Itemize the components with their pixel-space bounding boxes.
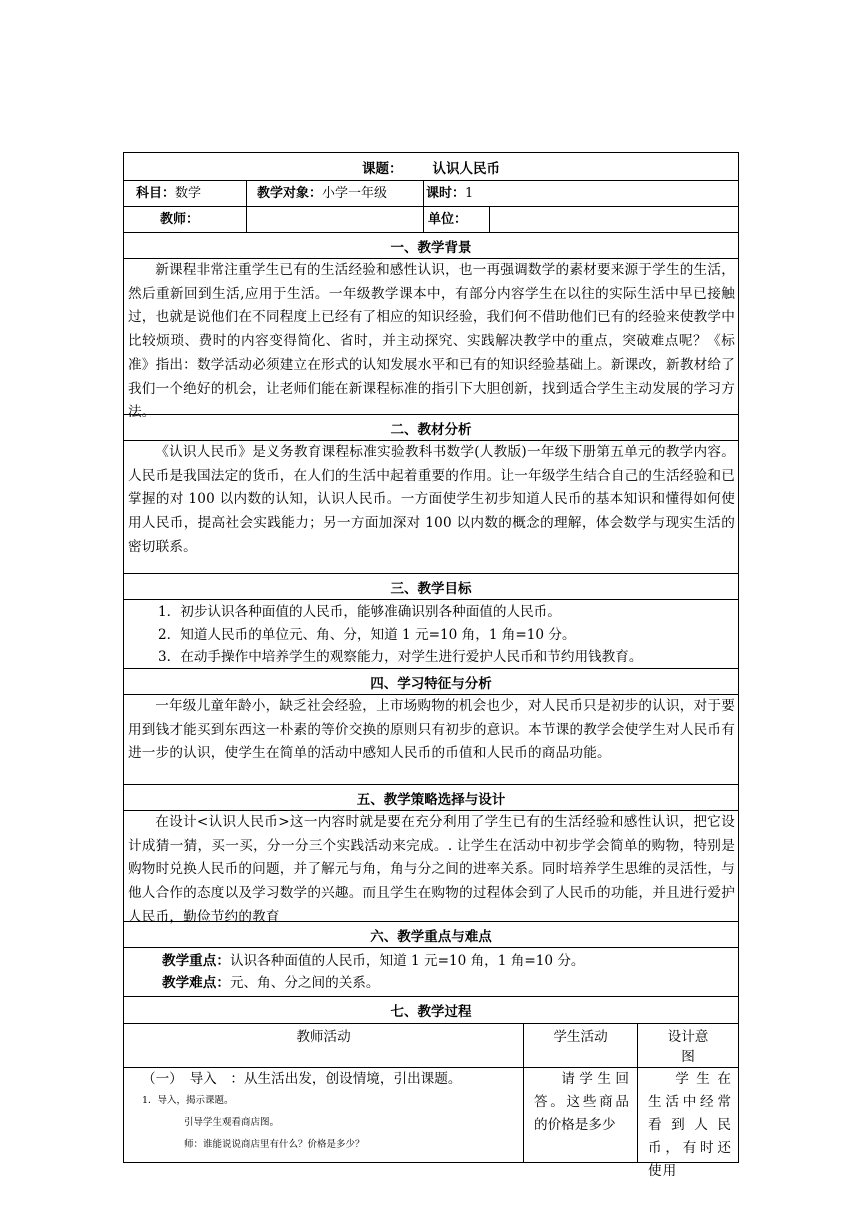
topic-value: 认识人民币: [432, 160, 500, 177]
section-keypoints-body: [124, 948, 738, 997]
col-student-activity: 学生活动: [524, 1024, 638, 1067]
section-goals-body: [124, 600, 738, 669]
subject-cell: [124, 181, 247, 206]
step-title: （一） 导入 ：从生活出发，创设情境，引出课题。: [142, 1071, 462, 1087]
goal-item: 3．在动手操作中培养学生的观察能力，对学生进行爱护人民币和节约用钱教育。: [158, 649, 643, 665]
section-goals-title: 三、教学目标: [124, 574, 738, 600]
unit-label: 单位：: [424, 207, 490, 232]
goal-item: 2．知道人民币的单位元、角、分，知道 1 元=10 角，1 角=10 分。: [158, 626, 576, 643]
teacher-row: [124, 207, 738, 233]
topic-label: 课题：: [362, 160, 403, 177]
process-step-row: [124, 1068, 738, 1179]
lesson-plan-table: [123, 152, 739, 1179]
teacher-value[interactable]: [247, 207, 424, 232]
topic-row: [124, 153, 738, 181]
teacher-line: 师：谁能说说商店里有什么？价格是多少？: [184, 1139, 365, 1150]
subject-value: 数学: [175, 185, 202, 201]
audience-label: 教学对象：: [257, 185, 323, 201]
section-material-body: [124, 441, 738, 574]
unit-value[interactable]: [490, 207, 738, 232]
hours-label: 课时：: [426, 185, 466, 201]
audience-cell: [247, 181, 424, 206]
strategy-text: 在设计<认识人民币>这一内容时就是要在充分利用了学生已有的生活经验和感性认识，把它设计成猜一猜，买一买，分一分三个实践活动来完成。. 让学生在活动中初步学会简单的购物，特别是购物时兑换人民币的问题，并了解元与角，角与分之间的进率关系。同时培养学生思维的灵活性，与他人合作的态度以及学习数学的兴趣。而且学生在购物的过程体会到了人民币的功能，并且进行爱护人民币，勤俭节约的教育: [128, 814, 735, 925]
teacher-line: 1．导入，揭示课题。: [142, 1095, 234, 1106]
audience-value: 小学一年级: [322, 185, 388, 201]
teacher-label: 教师：: [124, 207, 247, 232]
col-design-intent: 设计意图: [667, 1029, 709, 1065]
key-point-text: 认识各种面值的人民币，知道 1 元=10 角，1 角=10 分。: [229, 953, 585, 969]
step-student-cell: 请学生回答。这些商品的价格是多少: [524, 1068, 638, 1162]
hard-point-label: 教学难点：: [162, 975, 230, 991]
step-design-cell: 学生在生活中经常看到人民币，有时还使用: [648, 1071, 732, 1179]
info-row: [124, 181, 738, 207]
key-point: [124, 950, 738, 972]
learning-text: 一年级儿童年龄小，缺乏社会经验，上市场购物的机会也少，对人民币只是初步的认识，对于要用到钱才能买到东西这一朴素的等价交换的原则只有初步的意识。本节课的教学会使学生对人民币有进一步的认识，使学生在简单的活动中感知人民币的币值和人民币的商品功能。: [128, 698, 735, 762]
section-process-title: 七、教学过程: [124, 997, 738, 1024]
step-teacher-cell: [124, 1068, 524, 1162]
hard-point: [124, 972, 738, 994]
background-text: 新课程非常注重学生已有的生活经验和感性认识，也一再强调数学的素材要来源于学生的生活，然后重新回到生活,应用于生活。一年级教学课本中，有部分内容学生在以往的实际生活中早已接触过，也就是说他们在不同程度上已经有了相应的知识经验，我们何不借助他们已有的经验来使教学中比较烦琐、费时的内容变得简化、省时，并主动探究、实践解决教学中的重点，突破难点呢？《标准》指出：数学活动必须建立在形式的认知发展水平和已有的知识经验基础上。新课改，新教材给了我们一个绝好的机会，让老师们能在新课程标准的指引下大胆创新，找到适合学生主动发展的学习方法。: [128, 262, 735, 421]
section-learning-body: [124, 695, 738, 785]
key-point-label: 教学重点：: [162, 953, 230, 969]
goal-item: 1．初步认识各种面值的人民币，能够准确识别各种面值的人民币。: [158, 604, 561, 620]
section-material-title: 二、教材分析: [124, 415, 738, 441]
hours-cell: [424, 181, 738, 206]
section-strategy-title: 五、教学策略选择与设计: [124, 785, 738, 811]
teacher-line: 引导学生观看商店图。: [184, 1117, 280, 1128]
hard-point-text: 元、角、分之间的关系。: [229, 975, 380, 991]
section-keypoints-title: 六、教学重点与难点: [124, 922, 738, 948]
col-teacher-activity: 教师活动: [124, 1024, 524, 1067]
hours-value: 1: [465, 185, 474, 201]
section-strategy-body: [124, 811, 738, 925]
section-background-body: [124, 259, 738, 421]
section-background-title: 一、教学背景: [124, 233, 738, 259]
process-header-row: [124, 1024, 738, 1068]
material-text: 《认识人民币》是义务教育课程标准实验教科书数学(人教版)一年级下册第五单元的教学内容。人民币是我国法定的货币，在人们的生活中起着重要的作用。让一年级学生结合自己的生活经验和已掌握的对 100 以内数的认知，认识人民币。一方面使学生初步知道人民币的基本知识和懂得如何使用人民币，提高社会实践能力；另一方面加深对 100 以内数的概念的理解，体会数学与现实生活的密切联系。: [128, 444, 735, 555]
subject-label: 科目：: [136, 185, 176, 201]
section-learning-title: 四、学习特征与分析: [124, 669, 738, 695]
